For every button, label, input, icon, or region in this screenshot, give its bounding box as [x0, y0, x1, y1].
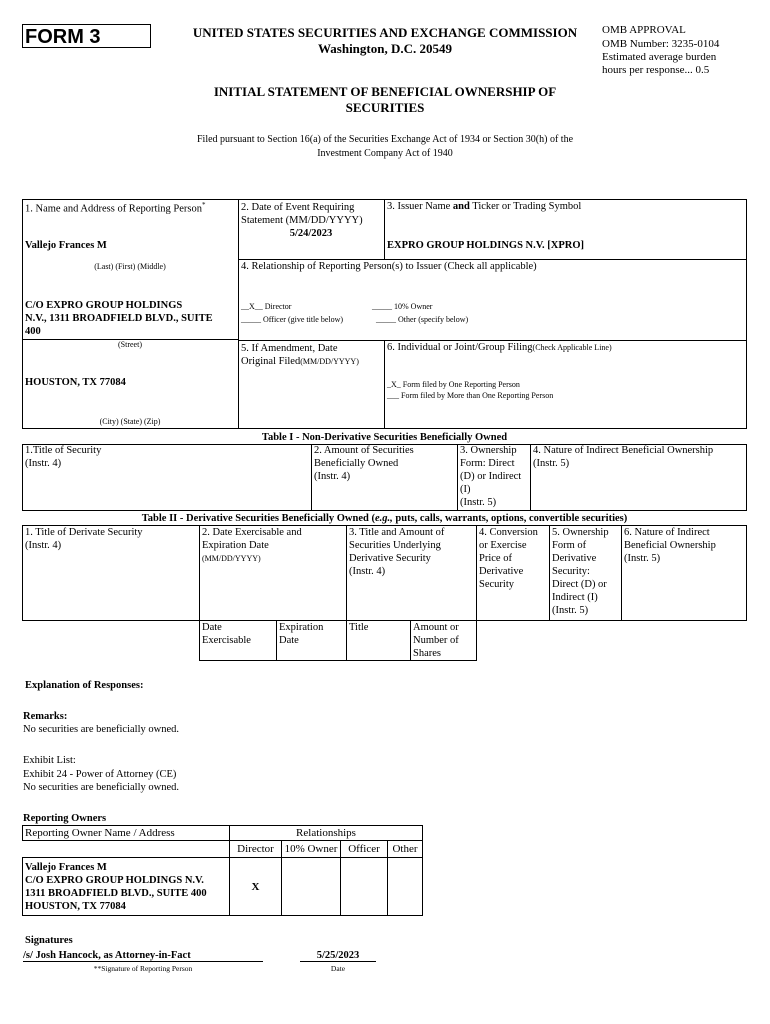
box2-label: 2. Date of Event Requiring Statement (MM/DD/YYYY): [241, 202, 363, 226]
explanation-heading: Explanation of Responses:: [25, 680, 144, 691]
omb-number: OMB Number: 3235-0104: [602, 38, 720, 50]
remarks-text: No securities are beneficially owned.: [23, 724, 179, 735]
signature-caption: **Signature of Reporting Person: [93, 964, 193, 973]
filing-more-persons: ___ Form filed by More than One Reporting Person: [387, 391, 554, 400]
ro-owner-address: Vallejo Frances M C/O EXPRO GROUP HOLDINGS N.V. 1311 BROADFIELD BLVD., SUITE 400 HOUSTON, TX 77084: [23, 858, 230, 916]
box1-label: 1. Name and Address of Reporting Person*: [25, 201, 206, 215]
city-caption: (City) (State) (Zip): [99, 417, 161, 426]
box3-label: 3. Issuer Name and Ticker or Trading Symbol: [387, 201, 582, 212]
omb-burden: Estimated average burden: [602, 51, 717, 63]
table2-col-underlying: 3. Title and Amount of Securities Underlying Derivative Security (Instr. 4): [349, 527, 445, 577]
form-title-2: SECURITIES: [345, 100, 425, 115]
filing-one-person: _X_ Form filed by One Reporting Person: [387, 380, 520, 389]
ro-sub-10pct-owner: 10% Owner: [282, 841, 341, 858]
table2-col-ownership: 5. Ownership Form of Derivative Security: Direct (D) or Indirect (I) (Instr. 5): [552, 527, 609, 616]
table2-col-nature: 6. Nature of Indirect Beneficial Ownership (Instr. 5): [624, 527, 716, 564]
signatures-heading: Signatures: [25, 935, 73, 946]
name-caption: (Last) (First) (Middle): [94, 262, 166, 271]
table2-sub-title: Title: [349, 622, 369, 633]
relationship-officer: _____ Officer (give title below): [241, 315, 344, 324]
ro-officer-mark: [341, 858, 388, 916]
exhibit-24: Exhibit 24 - Power of Attorney (CE): [23, 769, 177, 780]
box6-label: 6. Individual or Joint/Group Filing(Check Applicable Line): [387, 342, 612, 353]
table2-col-conversion: 4. Conversion or Exercise Price of Derivative Security: [479, 527, 538, 590]
agency-name: UNITED STATES SECURITIES AND EXCHANGE COMMISSION: [192, 25, 578, 40]
exhibit-note: No securities are beneficially owned.: [23, 782, 179, 793]
table2-title: Table II - Derivative Securities Beneficially Owned (e.g., puts, calls, warrants, options, convertible securities): [141, 513, 628, 524]
box4-label: 4. Relationship of Reporting Person(s) to Issuer (Check all applicable): [241, 261, 537, 272]
omb-hours: hours per response... 0.5: [602, 64, 710, 76]
street-caption: (Street): [118, 340, 142, 349]
table1-col-nature: 4. Nature of Indirect Beneficial Ownership (Instr. 5): [533, 445, 714, 469]
signature-date: 5/25/2023: [300, 950, 376, 962]
reporting-person-city: HOUSTON, TX 77084: [25, 377, 126, 388]
table1-col-ownership: 3. Ownership Form: Direct (D) or Indirect (I) (Instr. 5): [460, 445, 522, 508]
table1-title: Table I - Non-Derivative Securities Beneficially Owned: [261, 432, 508, 443]
event-date: 5/24/2023: [289, 228, 333, 239]
issuer-name: EXPRO GROUP HOLDINGS N.V. [XPRO]: [387, 240, 584, 251]
table2-col-dates: 2. Date Exercisable and Expiration Date (MM/DD/YYYY): [202, 527, 302, 563]
ro-sub-other: Other: [388, 841, 423, 858]
reporting-person-address: C/O EXPRO GROUP HOLDINGS N.V., 1311 BROADFIELD BLVD., SUITE 400: [25, 300, 213, 337]
table2-sub-amount: Amount or Number of Shares: [413, 622, 459, 659]
reporting-person-name: Vallejo Frances M: [25, 240, 107, 251]
ro-owner-mark: [282, 858, 341, 916]
table2-col-title: 1. Title of Derivate Security (Instr. 4): [25, 527, 143, 551]
filed-pursuant: Filed pursuant to Section 16(a) of the Securities Exchange Act of 1934 or Section 30(h) of the: [196, 134, 574, 145]
form-title: INITIAL STATEMENT OF BENEFICIAL OWNERSHIP OF: [213, 84, 557, 99]
agency-location: Washington, D.C. 20549: [318, 41, 452, 56]
ro-sub-officer: Officer: [341, 841, 388, 858]
signature-line: /s/ Josh Hancock, as Attorney-in-Fact: [23, 950, 263, 962]
ro-other-mark: [388, 858, 423, 916]
table2-sub-expiration: Expiration Date: [279, 622, 324, 646]
form-label: FORM 3: [22, 24, 151, 48]
table2-sub-date-exercisable: Date Exercisable: [202, 622, 251, 646]
omb-approval: OMB APPROVAL: [602, 24, 686, 36]
table1-col-title: 1.Title of Security (Instr. 4): [25, 445, 102, 469]
date-caption: Date: [330, 964, 346, 973]
reporting-owners-table: [22, 825, 423, 916]
filed-pursuant-2: Investment Company Act of 1940: [317, 148, 453, 159]
table1-col-amount: 2. Amount of Securities Beneficially Owned (Instr. 4): [314, 445, 414, 482]
ro-col-name: Reporting Owner Name / Address: [23, 826, 230, 841]
relationship-10pct-owner: _____ 10% Owner: [372, 302, 433, 311]
relationship-director: __X__ Director: [241, 302, 292, 311]
relationship-other: _____ Other (specify below): [376, 315, 469, 324]
reporting-owners-heading: Reporting Owners: [23, 813, 107, 824]
ro-sub-director: Director: [230, 841, 282, 858]
remarks-heading: Remarks:: [23, 711, 68, 722]
box5-label: 5. If Amendment, Date Original Filed(MM/DD/YYYY): [241, 343, 359, 367]
ro-director-mark: X: [230, 858, 282, 916]
exhibit-list-heading: Exhibit List:: [23, 755, 76, 766]
ro-col-relationships: Relationships: [230, 826, 423, 841]
